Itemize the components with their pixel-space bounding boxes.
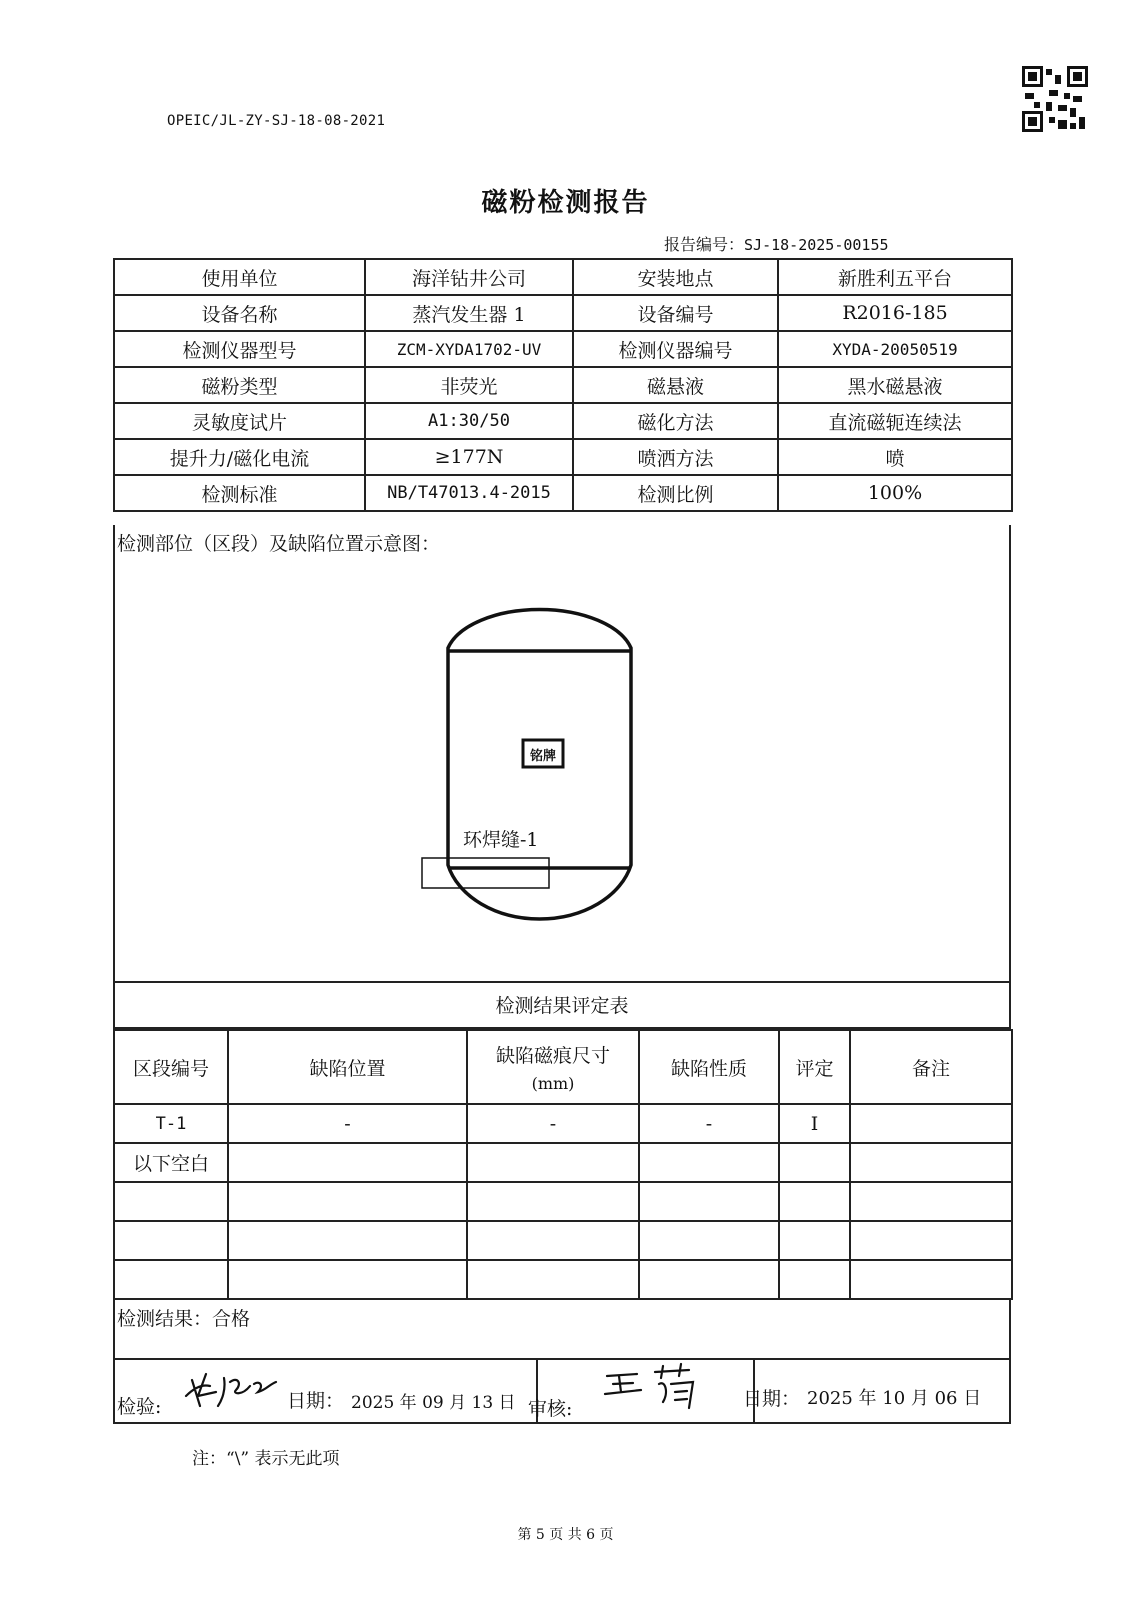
field-value: ZCM-XYDA1702-UV	[365, 331, 573, 367]
table-cell	[639, 1143, 779, 1182]
table-cell	[779, 1143, 850, 1182]
table-cell	[114, 1182, 228, 1221]
field-label: 磁粉类型	[114, 367, 365, 403]
table-cell: I	[779, 1104, 850, 1143]
table-cell	[850, 1104, 1012, 1143]
table-cell	[228, 1182, 467, 1221]
table-cell	[850, 1221, 1012, 1260]
sketch-label: 检测部位（区段）及缺陷位置示意图：	[117, 533, 441, 555]
table-cell: -	[467, 1104, 639, 1143]
review-date-label: 日期：	[743, 1388, 801, 1410]
results-table	[113, 1029, 1013, 1300]
equipment-info-table	[113, 258, 1013, 512]
field-label: 磁悬液	[573, 367, 778, 403]
table-cell	[467, 1221, 639, 1260]
reviewer-label: 审核:	[528, 1398, 573, 1420]
field-label: 检测标准	[114, 475, 365, 511]
field-label: 喷洒方法	[573, 439, 778, 475]
vessel-diagram	[115, 525, 1009, 981]
table-row	[114, 367, 1012, 403]
table-cell: -	[639, 1104, 779, 1143]
field-label: 检测仪器编号	[573, 331, 778, 367]
field-value: 100%	[778, 475, 1012, 511]
nameplate-label: 铭牌	[529, 749, 556, 764]
table-cell	[779, 1182, 850, 1221]
table-cell	[850, 1143, 1012, 1182]
report-number-value: SJ-18-2025-00155	[744, 236, 889, 254]
table-cell	[467, 1182, 639, 1221]
table-row	[114, 403, 1012, 439]
field-value: 黑水磁悬液	[778, 367, 1012, 403]
table-row	[114, 1143, 1012, 1182]
field-label: 使用单位	[114, 259, 365, 295]
table-cell	[639, 1182, 779, 1221]
table-cell	[114, 1221, 228, 1260]
field-value: 海洋钻井公司	[365, 259, 573, 295]
inspector-signature	[180, 1366, 300, 1410]
inspection-date: 2025 年 09 月 13 日	[351, 1393, 516, 1413]
field-label: 检测仪器型号	[114, 331, 365, 367]
table-cell	[228, 1143, 467, 1182]
table-cell	[850, 1260, 1012, 1299]
table-cell	[228, 1260, 467, 1299]
table-cell	[850, 1182, 1012, 1221]
table-row	[114, 1260, 1012, 1299]
field-value: 蒸汽发生器 1	[365, 295, 573, 331]
results-table-title: 检测结果评定表	[113, 983, 1011, 1029]
table-cell	[779, 1221, 850, 1260]
report-number-label: 报告编号：	[664, 235, 745, 254]
table-row	[114, 259, 1012, 295]
field-value: R2016-185	[778, 295, 1012, 331]
table-row	[114, 1182, 1012, 1221]
column-header-unit: (mm)	[531, 1074, 575, 1093]
field-value: 非荧光	[365, 367, 573, 403]
table-cell	[639, 1260, 779, 1299]
table-cell: 以下空白	[114, 1143, 228, 1182]
field-label: 检测比例	[573, 475, 778, 511]
table-row	[114, 331, 1012, 367]
page-number: 第 5 页 共 6 页	[517, 1527, 614, 1543]
weld-inspection-zone	[422, 858, 549, 888]
field-label: 设备名称	[114, 295, 365, 331]
field-value: A1:30/50	[365, 403, 573, 439]
field-value: 新胜利五平台	[778, 259, 1012, 295]
column-header: 备注	[850, 1030, 1012, 1104]
column-header-line: 缺陷磁痕尺寸	[495, 1045, 610, 1067]
report-number	[664, 232, 889, 255]
column-header: 缺陷性质	[639, 1030, 779, 1104]
table-header-row	[114, 1030, 1012, 1104]
field-label: 安装地点	[573, 259, 778, 295]
field-label: 设备编号	[573, 295, 778, 331]
inspection-date-label: 日期：	[287, 1390, 345, 1412]
table-row	[114, 295, 1012, 331]
table-cell: T-1	[114, 1104, 228, 1143]
qr-code-icon	[1022, 66, 1088, 132]
column-header: 区段编号	[114, 1030, 228, 1104]
field-value: XYDA-20050519	[778, 331, 1012, 367]
table-row	[114, 1104, 1012, 1143]
table-row	[114, 439, 1012, 475]
conclusion-section	[113, 1298, 1011, 1360]
page-title: 磁粉检测报告	[481, 188, 650, 218]
column-header	[467, 1030, 639, 1104]
column-header: 评定	[779, 1030, 850, 1104]
reviewer-signature	[599, 1362, 709, 1414]
field-label: 磁化方法	[573, 403, 778, 439]
field-value: 直流磁轭连续法	[778, 403, 1012, 439]
review-date: 2025 年 10 月 06 日	[807, 1388, 982, 1409]
footnote: 注：“\” 表示无此项	[192, 1449, 340, 1469]
table-cell	[467, 1143, 639, 1182]
signature-section	[113, 1360, 1011, 1424]
field-label: 灵敏度试片	[114, 403, 365, 439]
table-cell	[779, 1260, 850, 1299]
field-value: 喷	[778, 439, 1012, 475]
table-cell: -	[228, 1104, 467, 1143]
field-label: 提升力/磁化电流	[114, 439, 365, 475]
inspector-label: 检验:	[117, 1396, 162, 1418]
inspection-sketch-area	[113, 525, 1011, 983]
table-cell	[228, 1221, 467, 1260]
weld-label: 环焊缝-1	[463, 829, 539, 851]
table-row	[114, 475, 1012, 511]
table-cell	[639, 1221, 779, 1260]
table-cell	[467, 1260, 639, 1299]
field-value: NB/T47013.4-2015	[365, 475, 573, 511]
column-header: 缺陷位置	[228, 1030, 467, 1104]
table-row	[114, 1221, 1012, 1260]
conclusion-text: 检测结果：合格	[117, 1308, 251, 1330]
document-code: OPEIC/JL-ZY-SJ-18-08-2021	[167, 113, 386, 129]
field-value: ≥177N	[365, 439, 573, 475]
table-cell	[114, 1260, 228, 1299]
